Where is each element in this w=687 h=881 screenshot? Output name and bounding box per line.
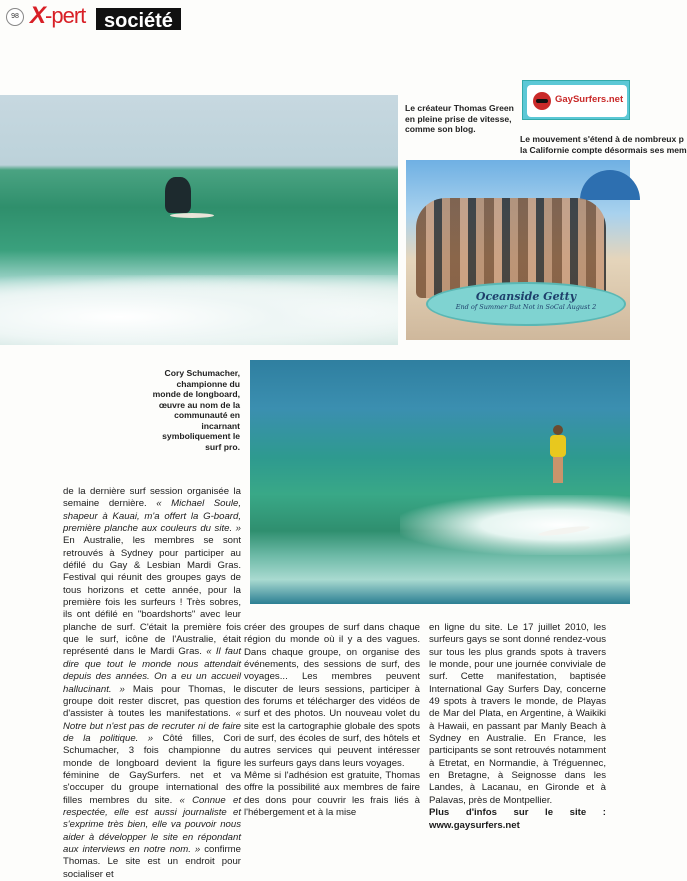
caption-cory: Cory Schumacher, championne du monde de longboard, œuvre au nom de la communauté en incarnant symboliquement le surf pro. <box>152 368 240 452</box>
surfer-legs <box>553 457 563 483</box>
col1-text-5: confirme Thomas. Le site est un endroit pour socialiser et <box>63 843 242 880</box>
gaysurfers-logo <box>522 80 630 120</box>
caption-movement <box>520 134 687 155</box>
wave-foam <box>400 495 630 555</box>
col1-quote-1: « Michael Soule, shapeur à Kauai, m'a offert la G-board, première planche aux couleurs du site. » <box>63 498 241 535</box>
page-number: 98 <box>6 8 24 26</box>
col1-quote-3: « Notre but n'est pas de recruter ni de faire de la politique. » <box>63 708 241 744</box>
brand-rest: -pert <box>45 3 86 28</box>
surfboard <box>170 213 214 218</box>
magazine-brand <box>30 2 85 30</box>
col3-text: en ligne du site. Le 17 juillet 2010, les surfeurs gays se sont donné rendez-vous sur tous les plus grands spots à travers le monde, pour une journée conviviale de surf. Cette manifestation, baptisée International Gay Surfers Day, concerne 49 spots à travers le monde, de Playas de Mar del Plata, en Argentine, à Waikiki à Hawaii, en passant par Manly Beach à Sydney en Australie. En France, les participants se sont retrouvés notamment à Etretat, en Normandie, à Tréguennec, en Bretagne, à Seignosse dans les Landes, à Lacanau, en Gironde et à Palavas, près de Montpellier. <box>429 622 606 806</box>
article-column-1 <box>63 486 241 881</box>
col1-quote-4: « Connue et respectée, elle est aussi journaliste et s'exprime très bien, elle va pouvoir nous aider à développer le site en répondant aux interviews en notre nom. » <box>63 794 241 855</box>
wave-spray <box>0 275 398 345</box>
logo-text: GaySurfers.net <box>555 94 624 105</box>
photo-thomas-surfing <box>0 95 398 345</box>
caption-movement-line-2: la Californie compte désormais ses mem <box>520 144 687 155</box>
col1-text-3: Mais pour Thomas, le groupe doit rester discret, pas question d'assister à toutes les manifestations. <box>63 683 241 720</box>
col1-text-2: En Australie, les membres se sont retrouvés à Sydney pour participer au défilé du Gay & Lesbian Mardi Gras. Festival qui réunit des groupes gays de tous horizons et cette année, pour la première fois les surfeurs ! Très sobres, ils ont défilé en "boardshorts" avec leur planche de surf. C'était la première fois que le surf, icône de l'Australie, était représenté dans le Mardi Gras. <box>63 535 241 658</box>
caption-movement-line-1: Le mouvement s'étend à de nombreux p <box>520 134 684 144</box>
surfer-yellow-top <box>550 435 566 457</box>
col1-text-4: Côté filles, Cori Schumacher, 3 fois championne du monde de longboard devient la figure féminine de GaySurfers. net et va s'occuper du groupe international des filles membres du site. <box>63 732 241 806</box>
col1-quote-2: « Il faut dire que tout le monde nous attendait depuis des années. On a eu un accueil hallucinant. » <box>63 646 241 695</box>
surfer-figure <box>165 177 191 213</box>
page-header <box>0 0 630 38</box>
surfer-cory-figure <box>550 425 566 485</box>
col2-text-2: Même si l'adhésion est gratuite, Thomas offre la possibilité aux membres de faire des dons pour couvrir les frais liés à l'hébergement et à la mise <box>244 770 420 819</box>
banner-subtitle: End of Summer But Not in SoCal August 2 <box>455 303 597 311</box>
photo-group-beach <box>406 160 630 340</box>
banner-title: Oceanside Getty <box>475 290 577 303</box>
logo-panel <box>527 85 627 117</box>
caption-creator: Le créateur Thomas Green en pleine prise de vitesse, comme son blog. <box>405 103 514 134</box>
photo-cory-longboard <box>250 360 630 604</box>
more-info-link[interactable]: Plus d'infos sur le site : www.gaysurfers.net <box>429 807 606 831</box>
brand-x: X <box>30 2 46 29</box>
beach-umbrella <box>580 170 640 200</box>
surfer-head <box>553 425 563 435</box>
section-label: société <box>96 8 181 30</box>
logo-mark-icon <box>533 92 551 110</box>
surfboard-banner <box>426 282 626 326</box>
col2-text-1: créer des groupes de surf dans chaque région du monde où il y a des vagues. Dans chaque groupe, on organise des événements, des sessions de surf, des voyages... Les membres peuvent discuter de leurs sessions, participer à des forums et télécharger des vidéos de surf et des photos. Un nouveau volet du site est la cartographie globale des spots de surf, des écoles de surf, des hôtels et autres services qui peuvent intéresser les surfeurs gays dans leurs voyages. <box>244 622 420 769</box>
article-column-2 <box>244 622 420 820</box>
col1-text-1: de la dernière surf session organisée la semaine dernière. <box>63 486 241 510</box>
article-column-3 <box>429 622 606 832</box>
